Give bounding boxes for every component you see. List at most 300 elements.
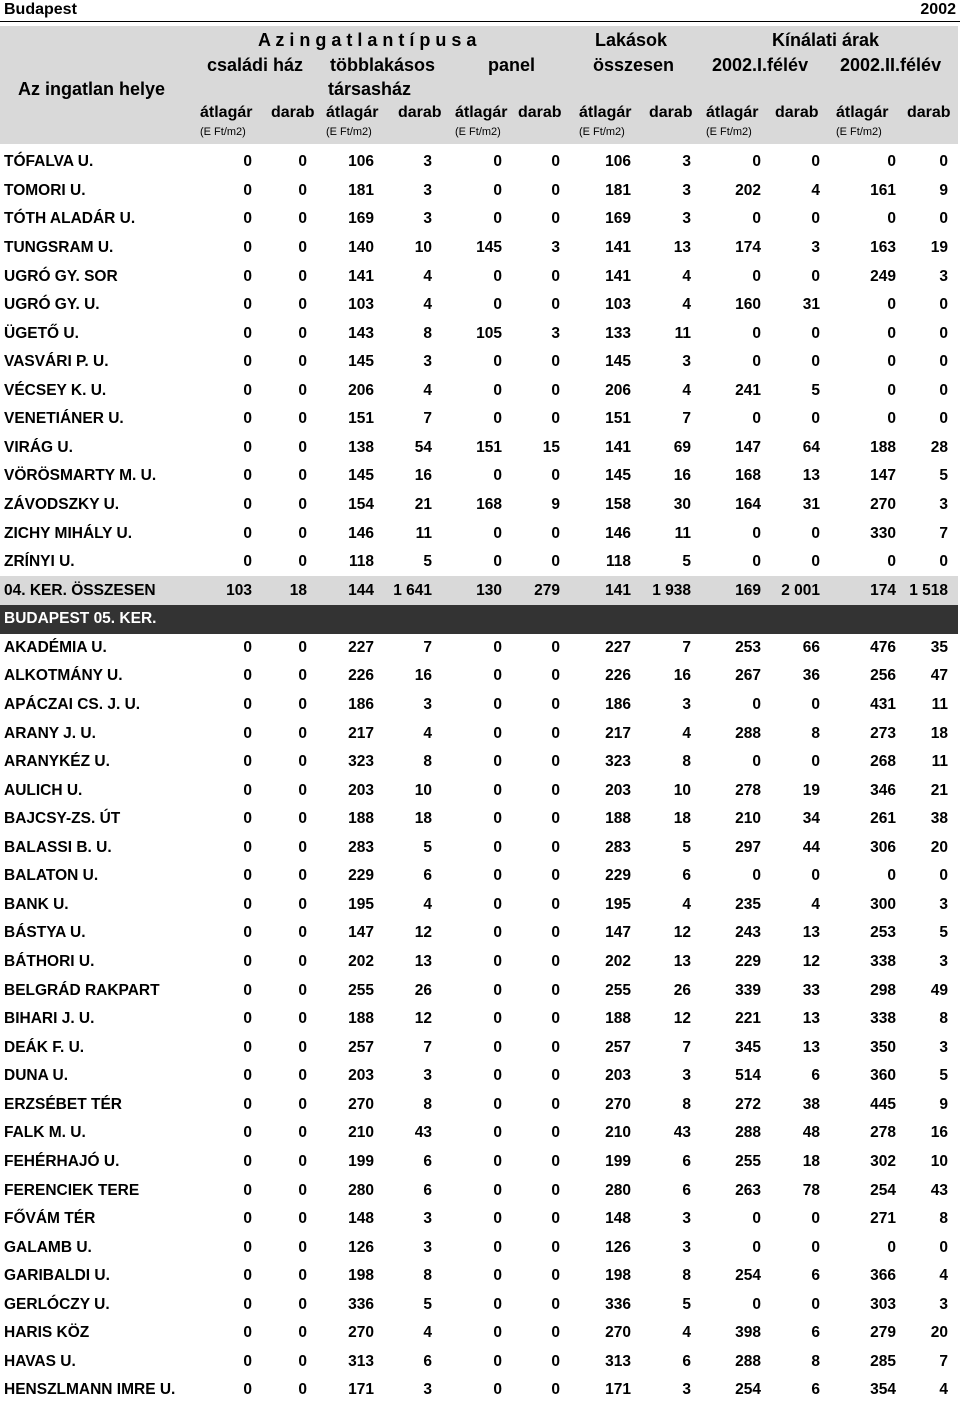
value-cell: 8: [682, 753, 691, 771]
value-cell: 6: [423, 867, 432, 885]
value-cell: 147: [605, 924, 631, 942]
value-cell: 10: [930, 1152, 948, 1170]
value-cell: 18: [802, 1152, 820, 1170]
value-cell: 0: [298, 324, 307, 342]
value-cell: 0: [243, 1352, 252, 1370]
value-cell: 0: [298, 753, 307, 771]
value-cell: 0: [551, 153, 560, 171]
value-cell: 0: [243, 724, 252, 742]
value-cell: 7: [423, 1038, 432, 1056]
value-cell: 188: [605, 810, 631, 828]
value-cell: 3: [939, 267, 948, 285]
value-cell: 0: [752, 324, 761, 342]
table-row: [0, 976, 958, 1005]
location-name: BÁSTYA U.: [4, 924, 86, 942]
value-cell: 1 938: [641, 576, 701, 605]
value-cell: 49: [930, 981, 948, 999]
panel-header: panel: [488, 55, 536, 75]
value-cell: 0: [298, 638, 307, 656]
value-cell: 0: [298, 238, 307, 256]
value-cell: 0: [887, 353, 896, 371]
location-name: BALATON U.: [4, 867, 99, 885]
table-row: [0, 1005, 958, 1034]
value-cell: 13: [673, 953, 691, 971]
value-cell: 255: [348, 981, 374, 999]
value-cell: 31: [802, 296, 820, 314]
value-cell: 0: [243, 1038, 252, 1056]
value-cell: 161: [870, 181, 896, 199]
value-cell: 0: [887, 153, 896, 171]
value-cell: 0: [298, 695, 307, 713]
value-cell: 145: [605, 353, 631, 371]
value-cell: 0: [887, 324, 896, 342]
location-name: VASVÁRI P. U.: [4, 353, 109, 371]
value-cell: 210: [348, 1124, 374, 1142]
value-cell: 0: [243, 1324, 252, 1342]
value-cell: 0: [752, 153, 761, 171]
value-cell: 227: [605, 638, 631, 656]
kinalati-arak-header: Kínálati árak: [772, 30, 880, 50]
location-name: ZRÍNYI U.: [4, 553, 75, 571]
location-name: FALK M. U.: [4, 1124, 86, 1142]
value-cell: 0: [551, 1152, 560, 1170]
value-cell: 0: [243, 1238, 252, 1256]
felev2-header: 2002.II.félév: [840, 55, 942, 75]
value-cell: 0: [811, 267, 820, 285]
value-cell: 0: [298, 1038, 307, 1056]
value-cell: 3: [939, 895, 948, 913]
unit-label: (E Ft/m2): [579, 126, 625, 138]
location-name: ARANY J. U.: [4, 724, 96, 742]
value-cell: 271: [870, 1210, 896, 1228]
value-cell: 140: [348, 238, 374, 256]
value-cell: 174: [735, 238, 761, 256]
value-cell: 10: [414, 238, 432, 256]
value-cell: 0: [298, 1324, 307, 1342]
location-name: BELGRÁD RAKPART: [4, 981, 160, 999]
value-cell: 366: [870, 1267, 896, 1285]
location-name: VIRÁG U.: [4, 438, 73, 456]
value-cell: 285: [870, 1352, 896, 1370]
value-cell: 154: [348, 496, 374, 514]
value-cell: 6: [811, 1067, 820, 1085]
value-cell: 3: [682, 181, 691, 199]
table-row: [0, 1119, 958, 1148]
value-cell: 145: [476, 238, 502, 256]
table-row: [0, 691, 958, 720]
value-cell: 4: [682, 724, 691, 742]
type-group-header: A z i n g a t l a n t í p u s a: [258, 30, 477, 50]
table-row: [0, 1262, 958, 1291]
value-cell: 261: [870, 810, 896, 828]
value-cell: 4: [682, 267, 691, 285]
value-cell: 6: [811, 1267, 820, 1285]
value-cell: 169: [348, 210, 374, 228]
value-cell: 103: [195, 576, 262, 605]
location-name: FERENCIEK TERE: [4, 1181, 140, 1199]
value-cell: 8: [423, 1267, 432, 1285]
value-cell: 35: [930, 638, 948, 656]
value-cell: 164: [735, 496, 761, 514]
value-cell: 199: [348, 1152, 374, 1170]
value-cell: 106: [348, 153, 374, 171]
value-cell: 0: [551, 1181, 560, 1199]
value-cell: 148: [605, 1210, 631, 1228]
empty-cell: [830, 605, 906, 634]
table-row: [0, 891, 958, 920]
value-cell: 34: [802, 810, 820, 828]
empty-cell: [512, 605, 570, 634]
value-cell: 6: [423, 1152, 432, 1170]
value-cell: 279: [870, 1324, 896, 1342]
table-row: [0, 948, 958, 977]
value-cell: 0: [298, 1381, 307, 1399]
value-cell: 338: [870, 953, 896, 971]
value-cell: 158: [605, 496, 631, 514]
value-cell: 18: [414, 810, 432, 828]
value-cell: 0: [551, 353, 560, 371]
value-cell: 0: [493, 181, 502, 199]
value-cell: 11: [931, 695, 948, 713]
value-cell: 360: [870, 1067, 896, 1085]
location-name: HENSZLMANN IMRE U.: [4, 1381, 176, 1399]
value-cell: 0: [243, 667, 252, 685]
value-cell: 203: [348, 1067, 374, 1085]
value-cell: 16: [673, 467, 691, 485]
value-cell: 5: [423, 838, 432, 856]
value-cell: 12: [414, 1010, 432, 1028]
value-cell: 0: [551, 867, 560, 885]
value-cell: 171: [348, 1381, 374, 1399]
value-cell: 330: [870, 524, 896, 542]
value-cell: 3: [939, 953, 948, 971]
value-cell: 255: [735, 1152, 761, 1170]
value-cell: 69: [673, 438, 691, 456]
value-cell: 6: [423, 1181, 432, 1199]
value-cell: 5: [682, 1295, 691, 1313]
tobblakasos-header: többlakásos: [330, 55, 436, 75]
table-row: [0, 205, 958, 234]
location-name: GALAMB U.: [4, 1238, 92, 1256]
value-cell: 3: [682, 1210, 691, 1228]
value-cell: 168: [476, 496, 502, 514]
value-cell: 280: [605, 1181, 631, 1199]
value-cell: 12: [673, 924, 691, 942]
value-cell: 7: [423, 638, 432, 656]
table-row: [0, 291, 958, 320]
value-cell: 0: [939, 210, 948, 228]
value-cell: 4: [423, 267, 432, 285]
value-cell: 272: [735, 1095, 761, 1113]
value-cell: 48: [802, 1124, 820, 1142]
value-cell: 270: [605, 1324, 631, 1342]
value-cell: 4: [423, 895, 432, 913]
value-cell: 0: [298, 438, 307, 456]
value-cell: 0: [243, 496, 252, 514]
value-cell: 0: [811, 410, 820, 428]
value-cell: 4: [423, 296, 432, 314]
value-cell: 0: [298, 553, 307, 571]
value-cell: 18: [262, 576, 317, 605]
darab-header: darab: [907, 104, 951, 121]
value-cell: 0: [243, 553, 252, 571]
value-cell: 0: [551, 924, 560, 942]
value-cell: 0: [493, 1067, 502, 1085]
value-cell: 0: [243, 1267, 252, 1285]
value-cell: 43: [930, 1181, 948, 1199]
value-cell: 0: [493, 895, 502, 913]
value-cell: 476: [870, 638, 896, 656]
value-cell: 103: [348, 296, 374, 314]
atlagar-header: átlagár: [455, 104, 508, 121]
value-cell: 9: [939, 181, 948, 199]
value-cell: 0: [811, 1295, 820, 1313]
value-cell: 297: [735, 838, 761, 856]
value-cell: 141: [605, 438, 631, 456]
value-cell: 206: [348, 381, 374, 399]
unit-label: (E Ft/m2): [836, 126, 882, 138]
value-cell: 270: [870, 496, 896, 514]
location-name: ZICHY MIHÁLY U.: [4, 524, 133, 542]
value-cell: 4: [682, 895, 691, 913]
value-cell: 7: [939, 1352, 948, 1370]
value-cell: 18: [673, 810, 691, 828]
location-name: TÓTH ALADÁR U.: [4, 210, 136, 228]
value-cell: 0: [551, 753, 560, 771]
value-cell: 0: [551, 1324, 560, 1342]
value-cell: 0: [939, 410, 948, 428]
value-cell: 160: [735, 296, 761, 314]
table-row: [0, 1319, 958, 1348]
value-cell: 143: [348, 324, 374, 342]
empty-cell: [641, 605, 701, 634]
darab-header: darab: [775, 104, 819, 121]
value-cell: 0: [752, 410, 761, 428]
value-cell: 0: [939, 381, 948, 399]
value-cell: 4: [423, 381, 432, 399]
value-cell: 0: [752, 553, 761, 571]
value-cell: 5: [939, 1067, 948, 1085]
table-row: [0, 1233, 958, 1262]
value-cell: 0: [752, 524, 761, 542]
value-cell: 47: [930, 667, 948, 685]
table-row: [0, 662, 958, 691]
value-cell: 151: [605, 410, 631, 428]
location-name: ERZSÉBET TÉR: [4, 1095, 122, 1113]
value-cell: 11: [931, 753, 948, 771]
value-cell: 0: [243, 1067, 252, 1085]
value-cell: 0: [811, 867, 820, 885]
value-cell: 0: [493, 638, 502, 656]
value-cell: 217: [348, 724, 374, 742]
value-cell: 16: [414, 667, 432, 685]
value-cell: 16: [673, 667, 691, 685]
table-row: [0, 1291, 958, 1320]
value-cell: 5: [682, 553, 691, 571]
value-cell: 199: [605, 1152, 631, 1170]
value-cell: 336: [348, 1295, 374, 1313]
value-cell: 13: [802, 924, 820, 942]
value-cell: 0: [551, 267, 560, 285]
value-cell: 147: [348, 924, 374, 942]
value-cell: 445: [870, 1095, 896, 1113]
value-cell: 0: [551, 296, 560, 314]
value-cell: 0: [493, 753, 502, 771]
value-cell: 21: [414, 496, 432, 514]
value-cell: 3: [939, 1038, 948, 1056]
value-cell: 0: [551, 895, 560, 913]
value-cell: 0: [493, 838, 502, 856]
table-row: [0, 919, 958, 948]
location-name: ÜGETŐ U.: [4, 324, 79, 342]
atlagar-header: átlagár: [579, 104, 632, 121]
value-cell: 229: [605, 867, 631, 885]
value-cell: 1 518: [906, 576, 958, 605]
table-row: [0, 405, 958, 434]
location-name: ARANYKÉZ U.: [4, 753, 110, 771]
value-cell: 278: [870, 1124, 896, 1142]
value-cell: 0: [243, 981, 252, 999]
value-cell: 0: [811, 353, 820, 371]
value-cell: 13: [802, 467, 820, 485]
location-name: BÁTHORI U.: [4, 953, 95, 971]
value-cell: 3: [682, 1238, 691, 1256]
value-cell: 0: [243, 1210, 252, 1228]
value-cell: 1 641: [384, 576, 442, 605]
value-cell: 133: [605, 324, 631, 342]
value-cell: 6: [682, 1352, 691, 1370]
value-cell: 186: [605, 695, 631, 713]
table-row: [0, 1091, 958, 1120]
value-cell: 11: [674, 324, 691, 342]
value-cell: 257: [605, 1038, 631, 1056]
value-cell: 0: [551, 1124, 560, 1142]
value-cell: 141: [605, 267, 631, 285]
table-row: [0, 1205, 958, 1234]
location-name: GARIBALDI U.: [4, 1267, 110, 1285]
value-cell: 0: [298, 810, 307, 828]
value-cell: 0: [243, 1295, 252, 1313]
value-cell: 288: [735, 724, 761, 742]
value-cell: 0: [551, 953, 560, 971]
value-cell: 0: [551, 410, 560, 428]
value-cell: 12: [673, 1010, 691, 1028]
location-name: AKADÉMIA U.: [4, 638, 107, 656]
value-cell: 174: [830, 576, 906, 605]
value-cell: 26: [673, 981, 691, 999]
value-cell: 398: [735, 1324, 761, 1342]
value-cell: 7: [682, 410, 691, 428]
value-cell: 0: [243, 324, 252, 342]
value-cell: 3: [682, 210, 691, 228]
value-cell: 0: [551, 181, 560, 199]
value-cell: 345: [735, 1038, 761, 1056]
value-cell: 20: [930, 838, 948, 856]
value-cell: 257: [348, 1038, 374, 1056]
value-cell: 283: [348, 838, 374, 856]
location-name: AULICH U.: [4, 781, 83, 799]
value-cell: 0: [551, 1210, 560, 1228]
empty-cell: [317, 605, 384, 634]
value-cell: 11: [415, 524, 432, 542]
value-cell: 130: [442, 576, 512, 605]
value-cell: 0: [551, 1381, 560, 1399]
location-name: BIHARI J. U.: [4, 1010, 95, 1028]
value-cell: 0: [811, 695, 820, 713]
value-cell: 0: [752, 753, 761, 771]
value-cell: 0: [298, 1295, 307, 1313]
value-cell: 3: [939, 496, 948, 514]
value-cell: 144: [317, 576, 384, 605]
value-cell: 8: [811, 724, 820, 742]
value-cell: 0: [298, 410, 307, 428]
value-cell: 0: [551, 781, 560, 799]
value-cell: 0: [298, 467, 307, 485]
table-row: [0, 748, 958, 777]
value-cell: 254: [735, 1267, 761, 1285]
value-cell: 147: [870, 467, 896, 485]
value-cell: 0: [243, 296, 252, 314]
value-cell: 9: [551, 496, 560, 514]
table-row: [0, 177, 958, 206]
value-cell: 13: [414, 953, 432, 971]
value-cell: 0: [243, 838, 252, 856]
value-cell: 66: [802, 638, 820, 656]
value-cell: 10: [414, 781, 432, 799]
value-cell: 3: [682, 153, 691, 171]
value-cell: 0: [493, 1152, 502, 1170]
value-cell: 31: [802, 496, 820, 514]
value-cell: 0: [811, 153, 820, 171]
value-cell: 7: [939, 524, 948, 542]
value-cell: 0: [493, 1324, 502, 1342]
value-cell: 0: [811, 210, 820, 228]
value-cell: 229: [735, 953, 761, 971]
value-cell: 3: [423, 1210, 432, 1228]
value-cell: 235: [735, 895, 761, 913]
value-cell: 7: [423, 410, 432, 428]
value-cell: 13: [673, 238, 691, 256]
value-cell: 0: [243, 810, 252, 828]
value-cell: 8: [423, 1095, 432, 1113]
location-name: FEHÉRHAJÓ U.: [4, 1152, 120, 1170]
value-cell: 78: [802, 1181, 820, 1199]
value-cell: 226: [348, 667, 374, 685]
value-cell: 0: [493, 1181, 502, 1199]
value-cell: 336: [605, 1295, 631, 1313]
value-cell: 141: [570, 576, 641, 605]
value-cell: 0: [493, 1238, 502, 1256]
value-cell: 146: [348, 524, 374, 542]
value-cell: 249: [870, 267, 896, 285]
value-cell: 43: [414, 1124, 432, 1142]
osszesen-header: összesen: [593, 55, 675, 75]
value-cell: 8: [423, 753, 432, 771]
value-cell: 20: [930, 1324, 948, 1342]
value-cell: 0: [551, 381, 560, 399]
value-cell: 0: [243, 867, 252, 885]
value-cell: 0: [551, 524, 560, 542]
table-row: [0, 348, 958, 377]
table-row: [0, 148, 958, 177]
value-cell: 16: [930, 1124, 948, 1142]
value-cell: 148: [348, 1210, 374, 1228]
value-cell: 0: [243, 638, 252, 656]
value-cell: 0: [493, 953, 502, 971]
value-cell: 203: [605, 1067, 631, 1085]
unit-label: (E Ft/m2): [706, 126, 752, 138]
value-cell: 255: [605, 981, 631, 999]
